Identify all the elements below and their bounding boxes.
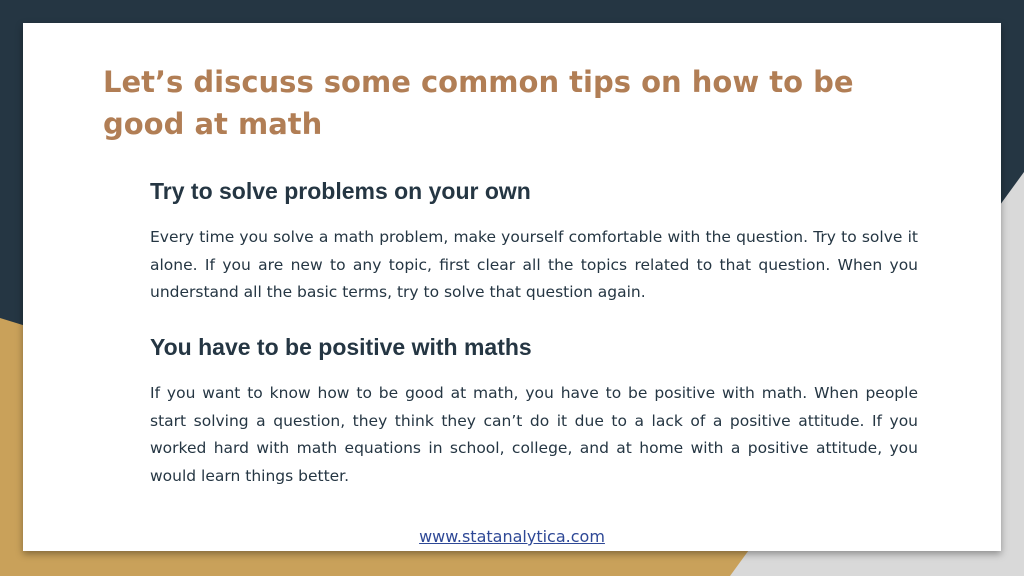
footer [23, 526, 1001, 548]
section-body: If you want to know how to be good at math, you have to be positive with math. When people start solving a question, they think they can’t do it due to a lack of a positive attitude. If you worked hard with math equations in school, college, and at home with a positive attitude, you would learn things better. [150, 384, 918, 485]
section-body: Every time you solve a math problem, make yourself comfortable with the question. Try to solve it alone. If you are new to any topic, first clear all the topics related to that question. When you understand all the basic terms, try to solve that question again. [150, 228, 918, 301]
tip-section-positive [150, 330, 918, 490]
section-heading: Try to solve problems on your own [150, 178, 531, 204]
section-heading: You have to be positive with maths [150, 334, 532, 360]
website-link[interactable]: www.statanalytica.com [419, 527, 605, 546]
slide-title: Let’s discuss some common tips on how to be good at math [103, 65, 854, 141]
slide-card [23, 23, 1001, 551]
tip-section-own-problems [150, 174, 918, 307]
